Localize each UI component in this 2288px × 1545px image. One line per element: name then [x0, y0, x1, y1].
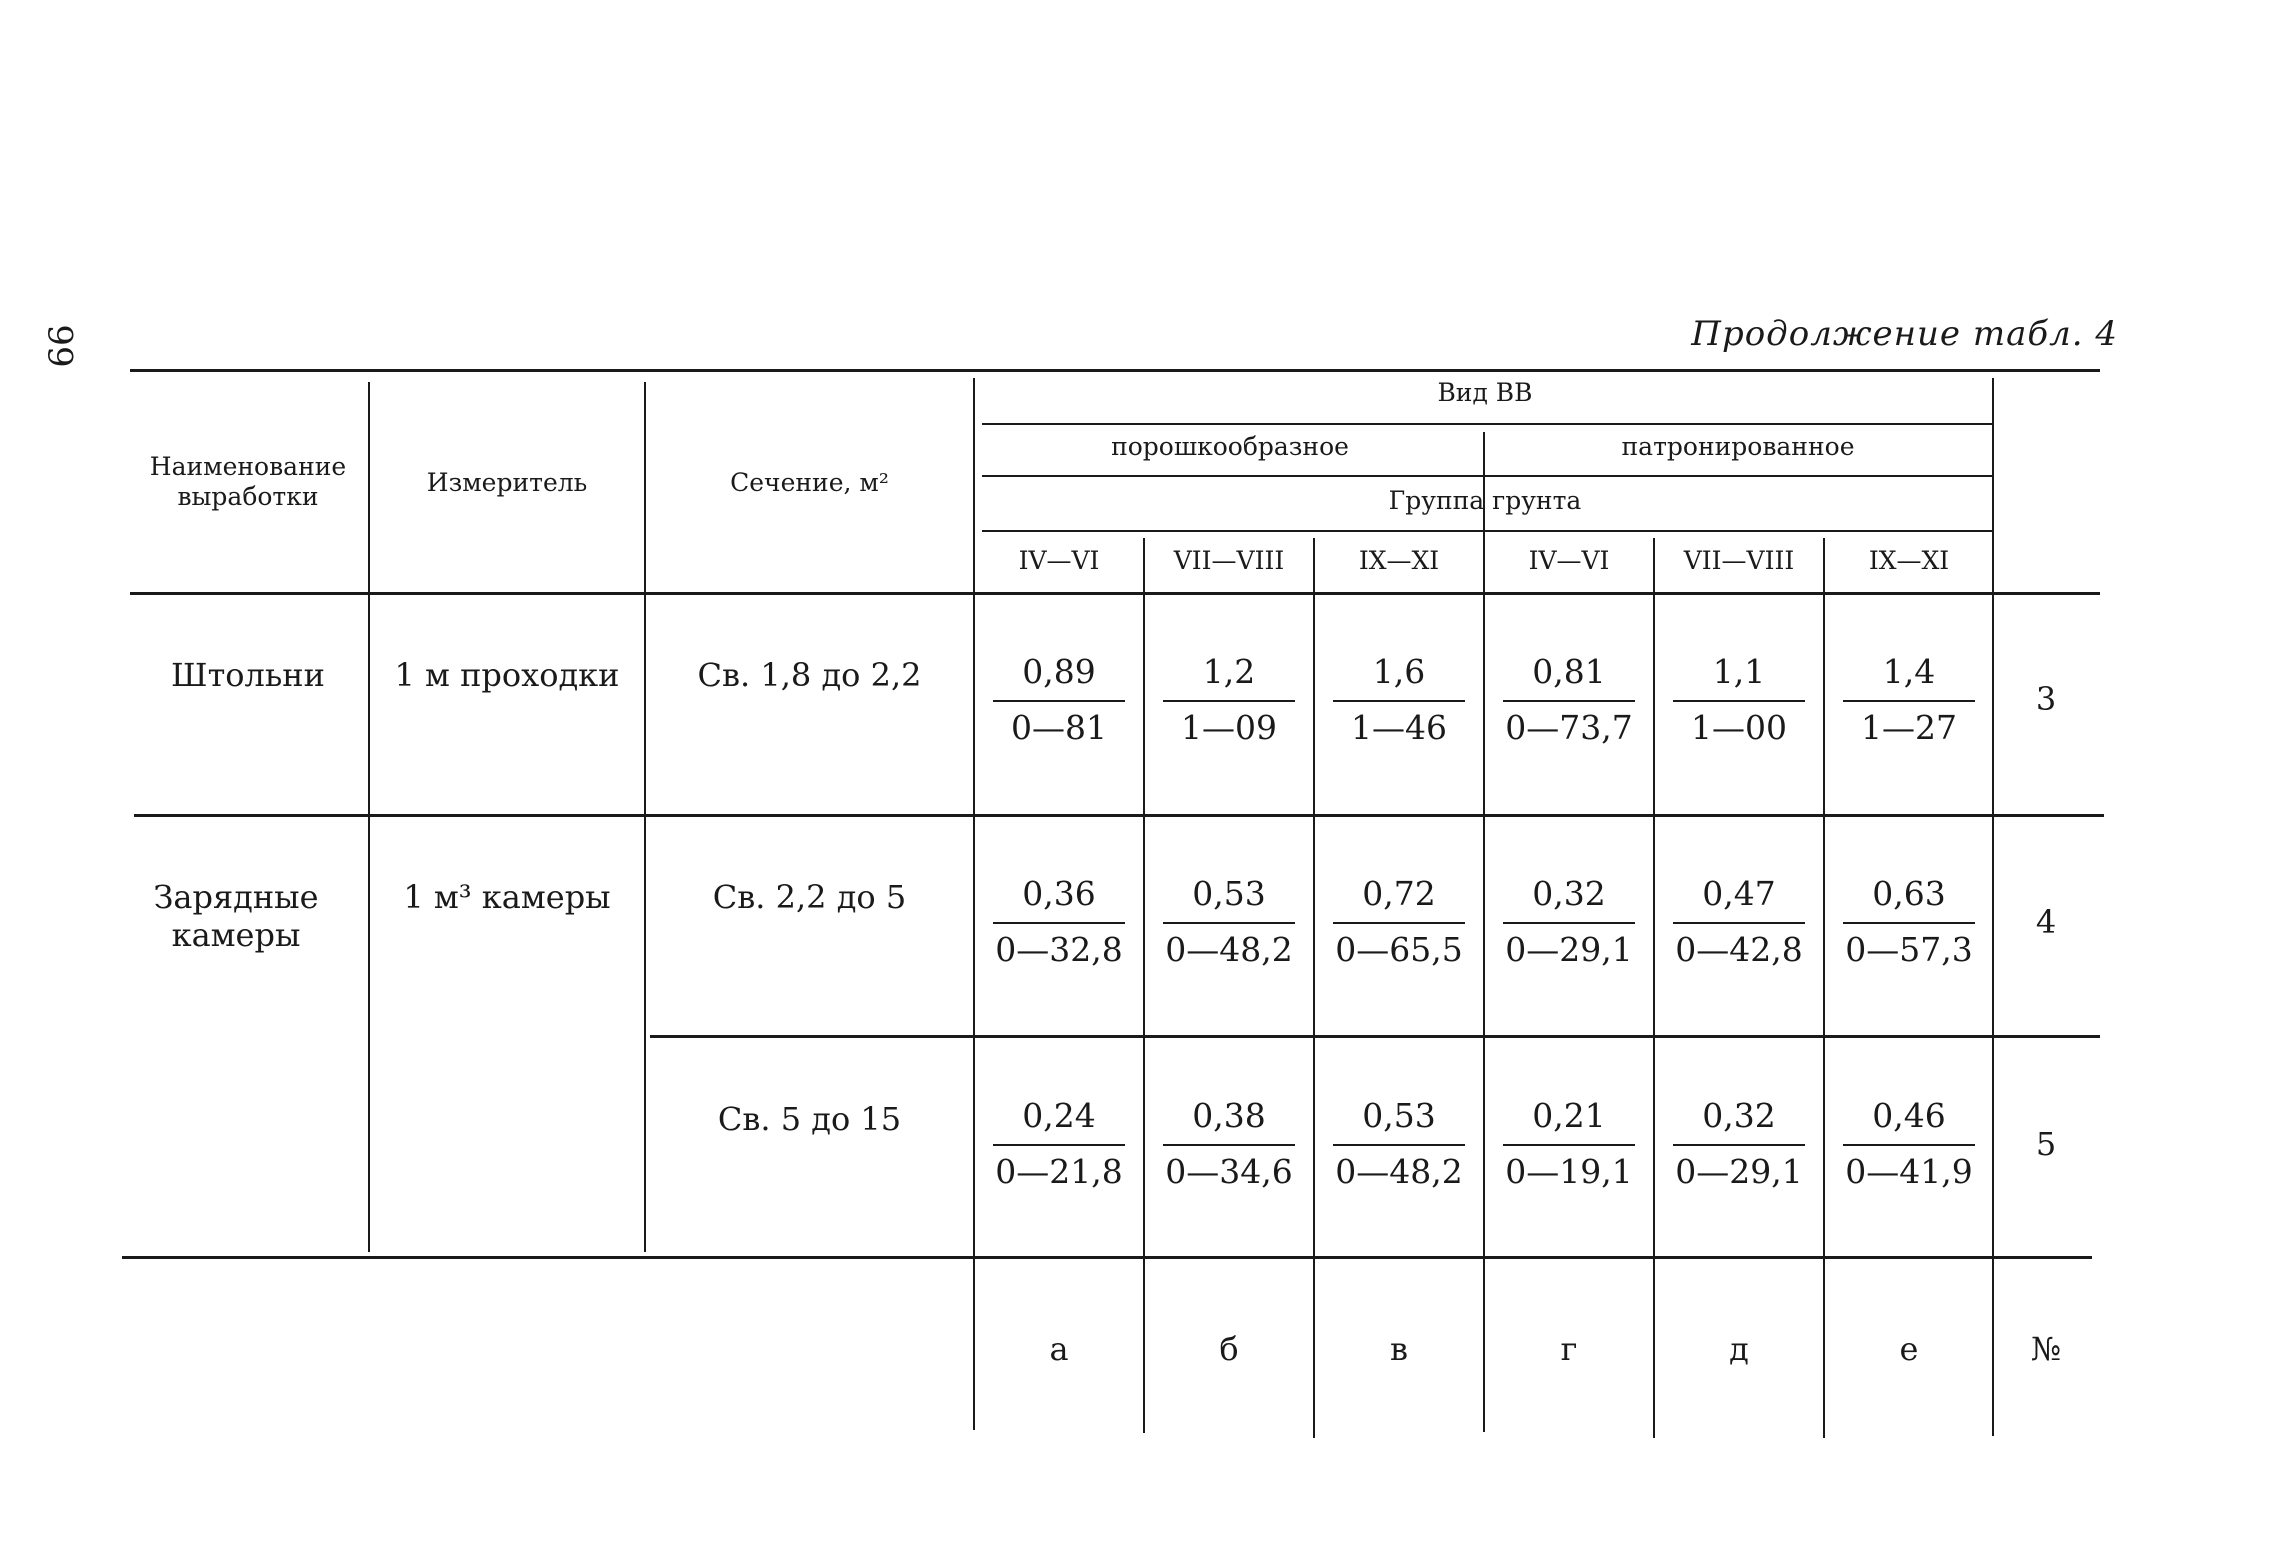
fraction-bar	[993, 922, 1125, 924]
value-bottom: 0—73,7	[1505, 708, 1633, 747]
header-section: Сечение, м²	[730, 468, 889, 497]
row-1-number: 3	[2035, 680, 2057, 718]
value-bottom: 0—41,9	[1845, 1152, 1973, 1191]
fraction-bar	[1163, 1144, 1295, 1146]
value-top: 0,53	[1362, 1096, 1436, 1135]
value-top: 0,21	[1532, 1096, 1606, 1135]
row-1-value-d	[1485, 652, 1653, 748]
value-bottom: 0—81	[1011, 708, 1107, 747]
value-top: 0,81	[1532, 652, 1606, 691]
value-top: 1,4	[1882, 652, 1936, 691]
header-unit: Измеритель	[426, 468, 588, 497]
footer-label-e: д	[1729, 1330, 1749, 1368]
fraction-bar	[1333, 922, 1465, 924]
row-2-value-a	[975, 874, 1143, 970]
value-top: 0,38	[1192, 1096, 1266, 1135]
footer-number-label: №	[2030, 1330, 2062, 1368]
fraction-bar	[1333, 1144, 1465, 1146]
value-top: 1,6	[1372, 652, 1426, 691]
fraction-bar	[1333, 700, 1465, 702]
header-group-e: VII—VIII	[1683, 546, 1795, 575]
page-number: 99	[39, 324, 80, 368]
value-top: 0,63	[1872, 874, 1946, 913]
rule-header-1	[982, 423, 1992, 425]
value-top: 1,1	[1712, 652, 1766, 691]
value-bottom: 1—27	[1861, 708, 1957, 747]
value-bottom: 0—57,3	[1845, 930, 1973, 969]
value-bottom: 1—00	[1691, 708, 1787, 747]
row-1-value-c	[1315, 652, 1483, 748]
value-top: 0,32	[1532, 874, 1606, 913]
rule-row-1	[134, 814, 2104, 817]
row-1-value-e	[1655, 652, 1823, 748]
row-2-number: 4	[2035, 903, 2057, 941]
value-bottom: 0—32,8	[995, 930, 1123, 969]
header-group-a: IV—VI	[1018, 546, 1100, 575]
rule-top	[130, 369, 2100, 372]
footer-label-a: а	[1049, 1330, 1069, 1368]
value-bottom: 0—29,1	[1675, 1152, 1803, 1191]
value-top: 0,72	[1362, 874, 1436, 913]
header-group-b: VII—VIII	[1173, 546, 1285, 575]
value-top: 0,46	[1872, 1096, 1946, 1135]
header-cartridge: патронированное	[1621, 432, 1855, 461]
fraction-bar	[1503, 922, 1635, 924]
header-soil-group: Группа грунта	[1388, 486, 1582, 515]
footer-label-f: е	[1899, 1330, 1919, 1368]
row-3-value-f	[1825, 1096, 1993, 1192]
value-bottom: 1—46	[1351, 708, 1447, 747]
row-3-number: 5	[2035, 1125, 2057, 1163]
value-top: 0,47	[1702, 874, 1776, 913]
fraction-bar	[1673, 922, 1805, 924]
header-group-f: IX—XI	[1868, 546, 1950, 575]
rule-header-bottom	[130, 592, 2100, 595]
fraction-bar	[1673, 1144, 1805, 1146]
row-2-value-b	[1145, 874, 1313, 970]
row-3-value-d	[1485, 1096, 1653, 1192]
col-divider-1	[368, 382, 370, 1252]
table-caption: Продолжение табл. 4	[1691, 314, 2118, 354]
fraction-bar	[1503, 1144, 1635, 1146]
fraction-bar	[1503, 700, 1635, 702]
value-bottom: 1—09	[1181, 708, 1277, 747]
row-2-value-f	[1825, 874, 1993, 970]
value-bottom: 0—65,5	[1335, 930, 1463, 969]
row-1-value-f	[1825, 652, 1993, 748]
rule-header-2	[982, 475, 1992, 477]
value-bottom: 0—21,8	[995, 1152, 1123, 1191]
row-2-section: Св. 2,2 до 5	[712, 878, 907, 916]
row-1-name: Штольни	[171, 656, 325, 694]
row-2-value-e	[1655, 874, 1823, 970]
header-powder: порошкообразное	[1111, 432, 1349, 461]
fraction-bar	[1843, 1144, 1975, 1146]
value-bottom: 0—42,8	[1675, 930, 1803, 969]
fraction-bar	[1163, 922, 1295, 924]
col-divider-2	[644, 382, 646, 1252]
row-1-value-b	[1145, 652, 1313, 748]
footer-label-d: г	[1560, 1330, 1578, 1368]
value-top: 0,53	[1192, 874, 1266, 913]
header-group-c: IX—XI	[1358, 546, 1440, 575]
footer-label-b: б	[1219, 1330, 1239, 1368]
row-3-section: Св. 5 до 15	[717, 1100, 902, 1138]
row-2-unit: 1 м³ камеры	[403, 878, 611, 916]
header-group-d: IV—VI	[1528, 546, 1610, 575]
row-2-value-c	[1315, 874, 1483, 970]
row-3-value-a	[975, 1096, 1143, 1192]
fraction-bar	[993, 1144, 1125, 1146]
fraction-bar	[993, 700, 1125, 702]
header-name: Наименование выработки	[149, 452, 347, 511]
row-3-value-b	[1145, 1096, 1313, 1192]
value-top: 0,32	[1702, 1096, 1776, 1135]
row-1-section: Св. 1,8 до 2,2	[697, 656, 922, 694]
row-2-name: Зарядные камеры	[153, 878, 319, 954]
value-top: 0,36	[1022, 874, 1096, 913]
row-1-value-a	[975, 652, 1143, 748]
value-bottom: 0—34,6	[1165, 1152, 1293, 1191]
fraction-bar	[1673, 700, 1805, 702]
row-3-value-c	[1315, 1096, 1483, 1192]
rule-row-2	[650, 1035, 2100, 1038]
value-bottom: 0—19,1	[1505, 1152, 1633, 1191]
fraction-bar	[1843, 922, 1975, 924]
fraction-bar	[1163, 700, 1295, 702]
value-bottom: 0—48,2	[1165, 930, 1293, 969]
value-top: 1,2	[1202, 652, 1256, 691]
row-2-value-d	[1485, 874, 1653, 970]
value-top: 0,24	[1022, 1096, 1096, 1135]
header-explosive-type: Вид ВВ	[1437, 378, 1533, 407]
row-3-value-e	[1655, 1096, 1823, 1192]
value-top: 0,89	[1022, 652, 1096, 691]
footer-label-c: в	[1389, 1330, 1408, 1368]
rule-header-3	[982, 530, 1992, 532]
row-1-unit: 1 м проходки	[394, 656, 620, 694]
value-bottom: 0—29,1	[1505, 930, 1633, 969]
fraction-bar	[1843, 700, 1975, 702]
rule-bottom	[122, 1256, 2092, 1259]
value-bottom: 0—48,2	[1335, 1152, 1463, 1191]
